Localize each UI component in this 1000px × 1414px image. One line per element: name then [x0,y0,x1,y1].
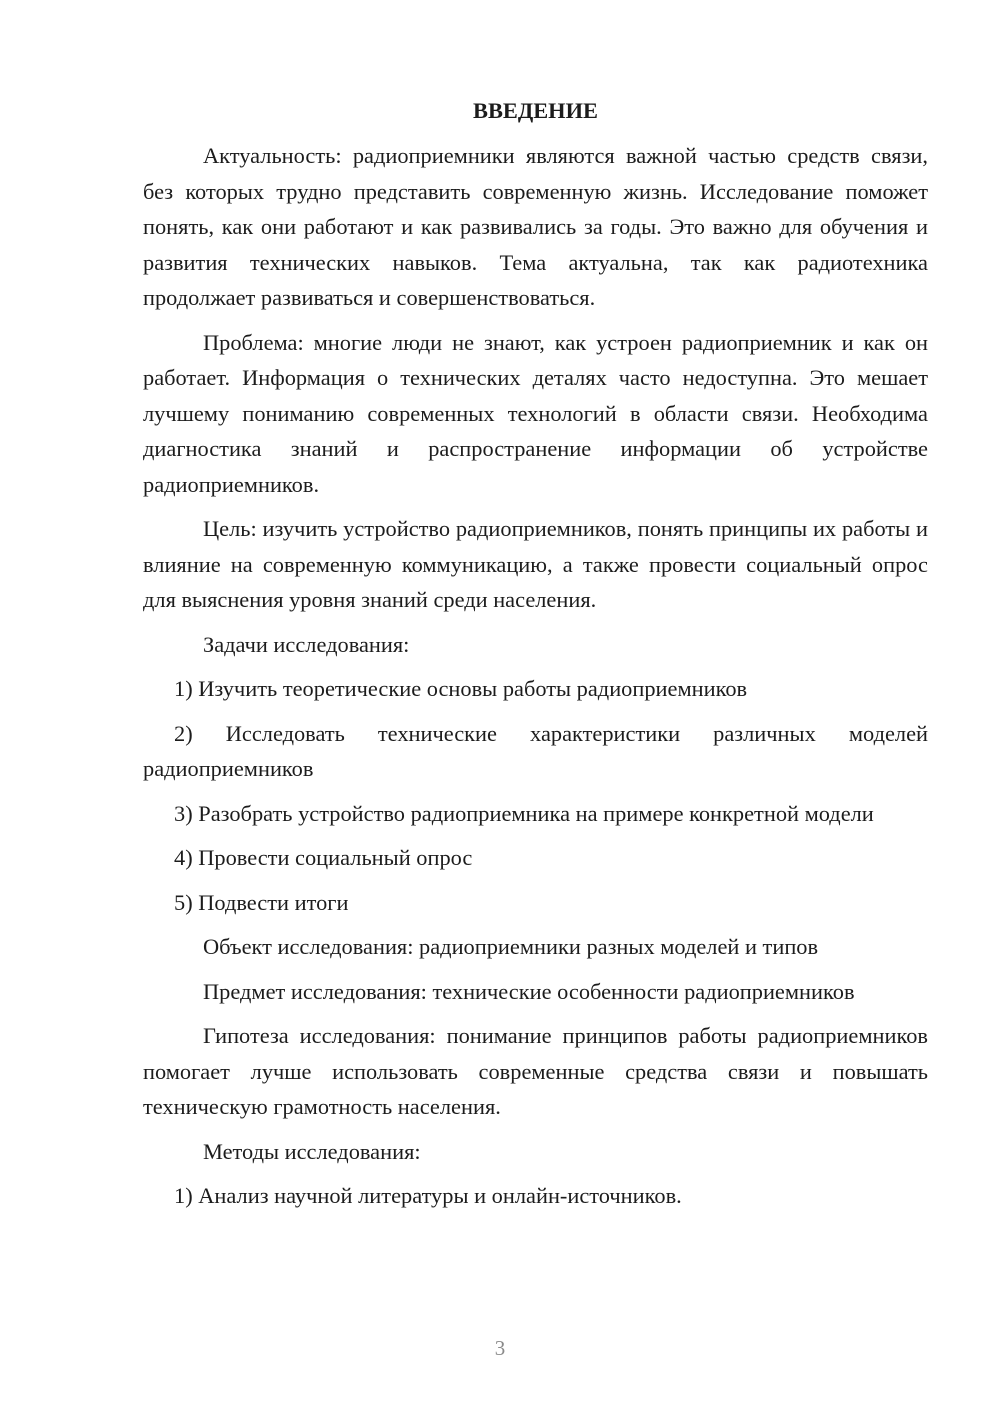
hypothesis-paragraph: Гипотеза исследования: понимание принципов работы радиоприемников помогает лучше использовать современные средства связи и повышать техническую грамотность населения. [143,1023,928,1119]
task-item: 1) Изучить теоретические основы работы радиоприемников [174,676,748,701]
task-item: 5) Подвести итоги [174,889,349,915]
subject-paragraph: Предмет исследования: технические особенности радиоприемников [203,978,855,1004]
object-paragraph: Объект исследования: радиоприемники разных моделей и типов [203,934,819,959]
task-item: 2) Исследовать технические характеристики различных моделей радиоприемников [143,720,928,781]
methods-heading: Методы исследования: [203,1138,421,1164]
problem-paragraph: Проблема: многие люди не знают, как устроен радиоприемник и как он работает. Информация о технических деталях часто недоступна. Это мешает лучшему пониманию современных технологий в области связи. Необходима диагностика знаний и распространение информации об устройстве радиоприемников. [143,329,928,497]
relevance-paragraph: Актуальность: радиоприемники являются важной частью средств связи, без которых трудно представить современную жизнь. Исследование поможет понять, как они работают и как развивались за годы. Это важно для обучения и развития технических навыков. Тема актуальна, так как радиотехника продолжает развиваться и совершенствоваться. [143,143,928,310]
tasks-heading: Задачи исследования: [203,631,410,657]
method-item: 1) Анализ научной литературы и онлайн-источников. [174,1183,682,1208]
section-title: ВВЕДЕНИЕ [473,98,598,123]
goal-paragraph: Цель: изучить устройство радиоприемников, понять принципы их работы и влияние на современную коммуникацию, а также провести социальный опрос для выяснения уровня знаний среди населения. [143,516,928,612]
document-page [143,96,928,1223]
task-item: 3) Разобрать устройство радиоприемника на примере конкретной модели [174,800,874,826]
page-number: 3 [494,1336,506,1360]
task-item: 4) Провести социальный опрос [174,845,473,870]
